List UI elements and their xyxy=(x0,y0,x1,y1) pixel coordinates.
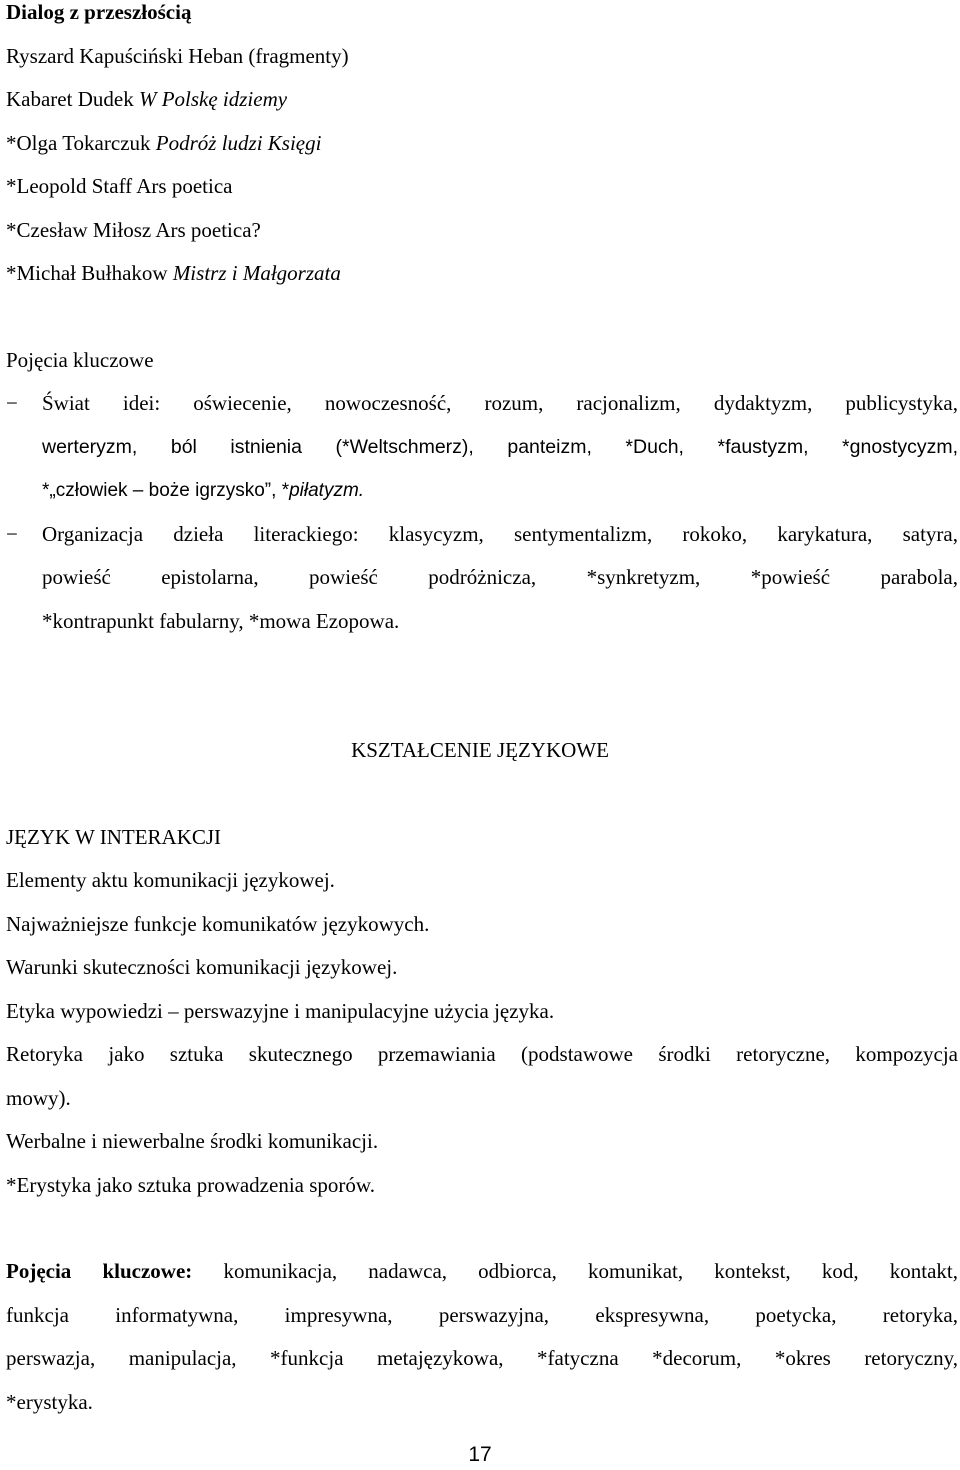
concept-list-item xyxy=(6,382,958,513)
reading-item: Kabaret Dudek W Polskę idziemy xyxy=(6,87,288,111)
spacer xyxy=(6,773,958,816)
topic-line: Elementy aktu komunikacji językowej. xyxy=(6,868,335,892)
key-concepts-line: perswazja, manipulacja, *funkcja metajęzykowa, *fatyczna *decorum, *okres retoryczny, xyxy=(6,1346,958,1370)
key-concepts-paragraph: Pojęcia kluczowe: komunikacja, nadawca, odbiorca, komunikat, kontekst, kod, kontakt, xyxy=(6,1259,958,1283)
page-number: 17 xyxy=(468,1443,492,1466)
topic-line: mowy). xyxy=(6,1085,71,1110)
key-concepts-line: funkcja informatywna, impresywna, perswazyjna, ekspresywna, poetycka, retoryka, xyxy=(6,1302,958,1327)
concept-line: Świat idei: oświecenie, nowoczesność, rozum, racjonalizm, dydaktyzm, publicystyka, xyxy=(42,391,958,415)
concept-line: werteryzm, ból istnienia (*Weltschmerz), panteizm, *Duch, *faustyzm, *gnostycyzm, xyxy=(42,435,958,458)
reading-item: Ryszard Kapuściński Heban (fragmenty) xyxy=(6,43,349,68)
spacer xyxy=(6,643,958,729)
topic-line: Najważniejsze funkcje komunikatów językowych. xyxy=(6,911,430,936)
spacer xyxy=(6,1207,958,1250)
reading-item: *Michał Bułhakow Mistrz i Małgorzata xyxy=(6,261,341,285)
reading-item: *Olga Tokarczuk Podróż ludzi Księgi xyxy=(6,130,322,155)
topic-line: Werbalne i niewerbalne środki komunikacji. xyxy=(6,1129,379,1153)
reading-item: *Czesław Miłosz Ars poetica? xyxy=(6,217,261,242)
concept-list-item xyxy=(6,513,958,644)
document-page xyxy=(6,0,958,1424)
topic-line: Retoryka jako sztuka skutecznego przemawiania (podstawowe środki retoryczne, kompozycja xyxy=(6,1042,958,1066)
concept-line: *„człowiek – boże igrzysko”, *piłatyzm. xyxy=(42,480,365,501)
key-concepts-heading: Pojęcia kluczowe xyxy=(6,347,154,372)
reading-item: *Leopold Staff Ars poetica xyxy=(6,174,233,198)
dash-bullet: − xyxy=(6,391,18,415)
subsection-heading: JĘZYK W INTERAKCJI xyxy=(6,824,222,849)
topic-line: Etyka wypowiedzi – perswazyjne i manipulacyjne użycia języka. xyxy=(6,998,555,1023)
section-title: Dialog z przeszłością xyxy=(6,0,192,24)
dash-bullet: − xyxy=(6,521,18,546)
topic-line: *Erystyka jako sztuka prowadzenia sporów. xyxy=(6,1172,375,1197)
key-concepts-line: *erystyka. xyxy=(6,1389,93,1414)
concept-line: powieść epistolarna, powieść podróżnicza, *synkretyzm, *powieść parabola, xyxy=(42,565,958,589)
concept-line: Organizacja dzieła literackiego: klasycyzm, sentymentalizm, rokoko, karykatura, satyra, xyxy=(42,521,958,546)
section-heading: KSZTAŁCENIE JĘZYKOWE xyxy=(351,738,609,762)
topic-line: Warunki skuteczności komunikacji językowej. xyxy=(6,955,398,979)
key-concepts-label: Pojęcia kluczowe: xyxy=(6,1259,193,1283)
concept-line: *kontrapunkt fabularny, *mowa Ezopowa. xyxy=(42,608,400,633)
spacer xyxy=(6,296,958,339)
